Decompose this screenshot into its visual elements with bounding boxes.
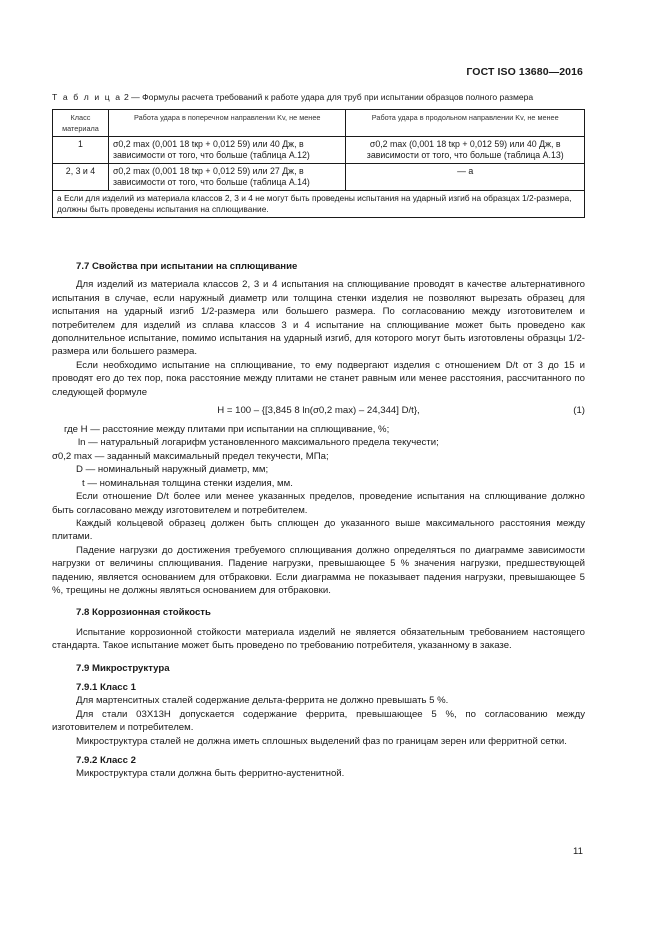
section-heading: 7.8 Коррозионная стойкость [76, 607, 211, 619]
formula-text: (0,001 18 tкр + 0,012 59) или 40 Дж, в зависимости от того, что больше (таблица А.12) [112, 139, 310, 160]
sigma-symbol: σ0,2 max [112, 166, 150, 176]
subsection-heading: 7.9.2 Класс 2 [76, 755, 136, 766]
subsection-heading: 7.9.1 Класс 1 [76, 681, 136, 693]
definition: D — номинальный наружный диаметр, мм; [76, 464, 269, 476]
cell-class: 1 [53, 137, 109, 164]
paragraph: Каждый кольцевой образец должен быть сплющен до указанного выше максимального расстояния между плитами. [52, 517, 585, 543]
formula-text: H = 100 – {[3,845 8 ln(σ0,2 max) – 24,344] D/t}, [217, 405, 420, 417]
table-row [53, 137, 585, 164]
paragraph: Для мартенситных сталей содержание дельта-феррита не должно превышать 5 %. [76, 695, 449, 707]
paragraph: Микроструктура стали должна быть ферритно-аустенитной. [76, 768, 345, 780]
paragraph: Падение нагрузки до достижения требуемого сплющивания должно определяться по диаграмме зависимости нагрузки от величины сплющивания. Падение нагрузки, превышающее 5 % значения нагрузки, предшествующей падению, является основанием для отбраковки. Если диаграмма не показывает падения нагрузки, превышающее 5 %, трещины не должны являться основанием для отбраковки. [52, 544, 585, 596]
cell-transverse [108, 164, 346, 191]
cell-class: 2, 3 и 4 [53, 164, 109, 191]
table-caption-label: Т а б л и ц а [52, 92, 122, 102]
table-row [53, 164, 585, 191]
document-body [52, 260, 585, 781]
sigma-symbol: σ0,2 max [112, 139, 150, 149]
cell-longitudinal: — а [346, 164, 585, 191]
table-caption [52, 92, 592, 102]
table-footnote-row [53, 191, 585, 218]
definition: t — номинальная толщина стенки изделия, мм. [82, 477, 293, 489]
paragraph: Для изделий из материала классов 2, 3 и 4 испытания на сплющивание проводят в качестве альтернативного испытания в случае, если наружный диаметр или толщина стенки изделия не позволяют вырезать образец для испытания на ударный изгиб 1/2-размера или большего размера. По согласованию между изготовителем и потребителем для изделий из сплава классов 3 и 4 испытание на сплющивание может быть проведено как дополнительное испытание, помимо испытания на ударный изгиб, для которого могут быть изготовлены образцы 1/2-размера или большего размера. [52, 279, 585, 358]
paragraph: Для стали 03Х13Н допускается содержание феррита, превышающее 5 %, по согласованию между изготовителем и потребителем. [52, 708, 585, 734]
document-code: ГОСТ ISO 13680—2016 [466, 66, 583, 78]
paragraph: Если необходимо испытание на сплющивание, то ему подвергают изделия с отношением D/t от 3 до 15 и проводят его до тех пор, пока расстояние между плитами не станет равным или менее расстояния, рассчитанного по следующей формуле [52, 359, 585, 398]
table-footnote: а Если для изделий из материала классов 2, 3 и 4 не могут быть проведены испытания на ударный изгиб на образцах 1/2-размера, должны быть проведены испытания на сплющивание. [53, 191, 585, 218]
definition: ln — натуральный логарифм установленного максимального предела текучести; [78, 437, 439, 449]
impact-requirements-table [52, 109, 585, 218]
section-heading: 7.7 Свойства при испытании на сплющивание [76, 261, 298, 272]
formula-number: (1) [573, 405, 585, 417]
sigma-symbol: σ0,2 max [369, 139, 407, 149]
table-header-row [53, 110, 585, 137]
cell-longitudinal [346, 137, 585, 164]
col-header-transverse: Работа удара в поперечном направлении Kv, не менее [108, 110, 346, 137]
table-caption-text: 2 — Формулы расчета требований к работе удара для труб при испытании образцов полного размера [121, 92, 534, 102]
section-heading: 7.9 Микроструктура [76, 662, 170, 674]
definition: где H — расстояние между плитами при испытании на сплющивание, %; [64, 424, 390, 436]
paragraph: Если отношение D/t более или менее указанных пределов, проведение испытания на сплющивание должно быть согласовано между изготовителем и потребителем. [52, 491, 585, 516]
cell-transverse [108, 137, 346, 164]
col-header-longitudinal: Работа удара в продольном направлении Kv, не менее [346, 110, 585, 137]
col-header-class: Класс материала [53, 110, 109, 137]
page-number: 11 [573, 846, 583, 857]
paragraph: Испытание коррозионной стойкости материала изделий не является обязательным требованием настоящего стандарта. Такое испытание может быть проведено по требованию потребителя, указанному в заказе. [52, 626, 585, 652]
paragraph: Микроструктура сталей не должна иметь сплошных выделений фаз по границам зерен или ферритной сетки. [76, 735, 567, 747]
formula-text: (0,001 18 tкр + 0,012 59) или 27 Дж, в зависимости от того, что больше (таблица А.14) [112, 166, 310, 187]
definition: σ0,2 max — заданный максимальный предел текучести, МПа; [52, 450, 329, 462]
formula-text: (0,001 18 tкр + 0,012 59) или 40 Дж, в зависимости от того, что больше (таблица А.13) [366, 139, 564, 160]
formula [52, 399, 585, 423]
